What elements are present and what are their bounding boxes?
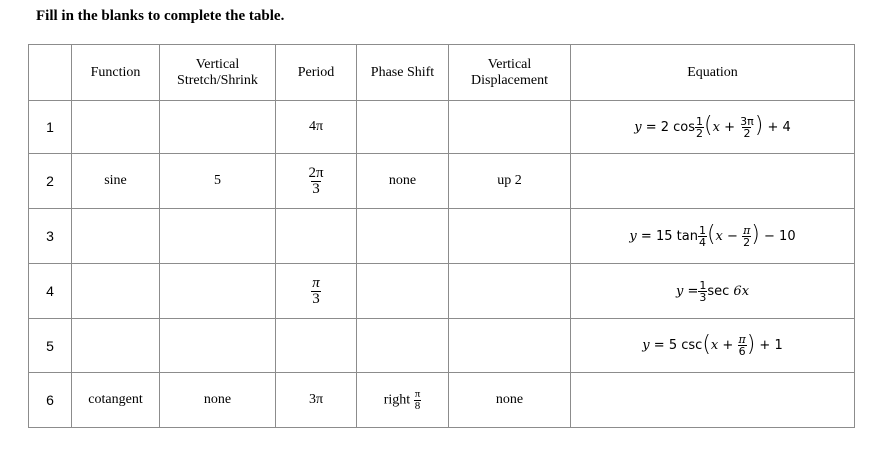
cell-stretch[interactable] [160,319,276,373]
cell-function[interactable] [72,319,160,373]
eq-coef-fraction: $\frac{1}{3}$ [699,278,707,304]
cell-function: cotangent [72,373,160,428]
header-disp-line1: Vertical [487,56,532,72]
eq-function: cos [673,119,696,135]
header-function: Function [72,45,160,101]
cell-function[interactable] [72,264,160,319]
cell-displacement: none [449,373,571,428]
cell-displacement[interactable] [449,264,571,319]
eq-equals: = [645,119,657,135]
cell-phase[interactable] [357,101,449,154]
trig-table [28,44,855,428]
cell-phase: none [357,154,449,209]
cell-period[interactable] [276,209,357,264]
header-stretch-line1: Vertical [195,56,240,72]
eq-shift-fraction: $\frac{3\pi}{2}$ [740,114,754,140]
period-fraction: $\frac{\pi}{3}$ [312,274,320,307]
eq-coef: 2 [660,119,670,135]
eq-frequency-fraction: $\frac{1}{2}$ [696,114,704,140]
eq-coef: 5 [668,338,678,353]
table-row [29,373,855,428]
cell-equation [571,264,855,319]
equation-3: y = 15 tan $\frac{1}{4}$ (x − $\frac{\pi}{2}$ ) − 10 [629,222,796,249]
cell-function[interactable] [72,209,160,264]
header-number [29,45,72,101]
table-row [29,101,855,154]
cell-phase[interactable] [357,209,449,264]
row-number: 5 [29,319,72,373]
equation-1: y = 2 cos $\frac{1}{2}$ (x + $\frac{3\pi}{2}$ ) + 4 [634,113,791,140]
eq-shift-fraction: $\frac{\pi}{2}$ [743,223,751,249]
header-phase: Phase Shift [357,45,449,101]
instruction-title: Fill in the blanks to complete the table. [36,8,285,24]
cell-displacement[interactable] [449,319,571,373]
cell-stretch[interactable] [160,209,276,264]
eq-variable: x [710,338,719,353]
cell-period: 3π [276,373,357,428]
phase-fraction: $\frac{\pi}{8}$ [414,387,421,412]
eq-lhs: y [634,119,642,135]
cell-phase[interactable] [357,319,449,373]
header-period: Period [276,45,357,101]
row-number: 6 [29,373,72,428]
header-row [29,45,855,101]
eq-coef: 15 [655,228,673,244]
eq-frequency-fraction: $\frac{1}{4}$ [698,223,706,249]
eq-tail: + 4 [767,119,791,135]
table-row [29,264,855,319]
cell-displacement[interactable] [449,209,571,264]
row-number: 3 [29,209,72,264]
eq-tail: + 1 [759,338,783,353]
cell-stretch: 5 [160,154,276,209]
row-number: 2 [29,154,72,209]
cell-period [276,264,357,319]
header-disp-line2: Displacement [471,72,548,88]
cell-function: sine [72,154,160,209]
eq-equals: = [640,228,652,244]
cell-period [276,154,357,209]
cell-equation[interactable] [571,154,855,209]
header-displacement [449,45,571,101]
phase-direction: right [383,392,411,408]
cell-displacement: up 2 [449,154,571,209]
eq-variable: x [715,228,723,244]
cell-period[interactable] [276,319,357,373]
cell-equation [571,209,855,264]
cell-stretch[interactable] [160,101,276,154]
eq-variable: x [712,119,720,135]
equation-5: y = 5 csc(x + $\frac{\pi}{6}$ ) + 1 [642,331,783,358]
eq-operator: − [727,228,738,244]
period-fraction: $\frac{2\pi}{3}$ [308,164,324,197]
table-row [29,209,855,264]
cell-phase [357,373,449,428]
eq-tail: − 10 [764,228,796,244]
header-equation: Equation [571,45,855,101]
eq-lhs: y [629,228,637,244]
cell-function[interactable] [72,101,160,154]
cell-equation [571,319,855,373]
cell-stretch: none [160,373,276,428]
eq-operator: + [724,119,736,135]
eq-shift-fraction: $\frac{\pi}{6}$ [738,333,746,358]
table-row [29,154,855,209]
eq-lhs: y [675,283,684,299]
cell-period[interactable]: 4π [276,101,357,154]
cell-stretch[interactable] [160,264,276,319]
eq-function: csc [681,338,703,353]
cell-equation[interactable] [571,373,855,428]
eq-operator: + [722,338,734,353]
eq-argument: 6x [733,283,750,299]
eq-lhs: y [642,338,650,353]
eq-equals: = [653,338,665,353]
cell-equation [571,101,855,154]
header-stretch [160,45,276,101]
header-stretch-line2: Stretch/Shrink [177,72,258,88]
cell-displacement[interactable] [449,101,571,154]
cell-phase[interactable] [357,264,449,319]
eq-equals: = [687,283,699,299]
eq-function: tan [676,228,698,244]
eq-function: sec [707,283,730,299]
row-number: 4 [29,264,72,319]
table-row [29,319,855,373]
row-number: 1 [29,101,72,154]
equation-4 [675,278,750,304]
